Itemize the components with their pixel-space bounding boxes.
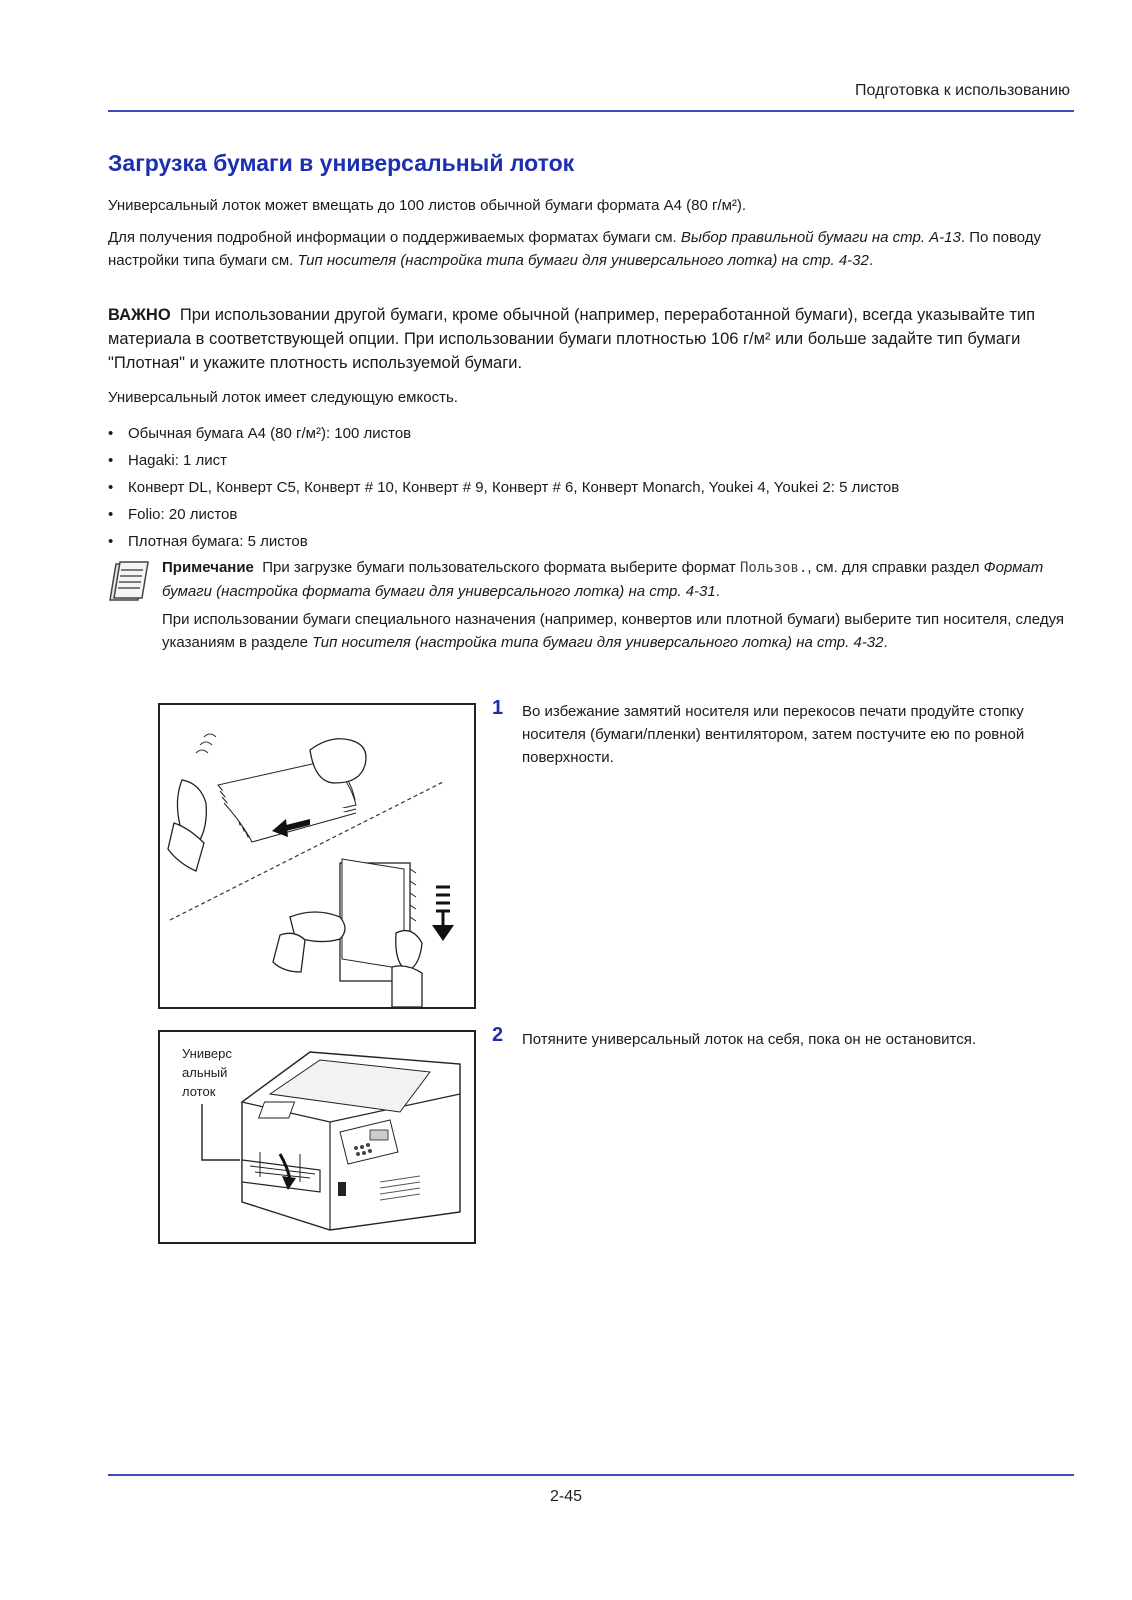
footer-rule (108, 1474, 1074, 1476)
bullet-icon: • (108, 533, 114, 550)
link-media-type-2[interactable]: Тип носителя (настройка типа бумаги для универсального лотка) на стр. 4-32 (312, 634, 884, 651)
note-paragraph-2 (162, 608, 1070, 654)
list-item-text: Плотная бумага: 5 листов (128, 533, 308, 550)
step-number-1: 1 (492, 697, 504, 719)
intro-text: . По поводу настройки типа бумаги см. (108, 229, 1042, 269)
note-text: . (715, 583, 720, 600)
figure-printer-tray (158, 1030, 476, 1244)
note-icon (108, 560, 150, 604)
step-text-1: Во избежание замятий носителя или перекосов печати продуйте стопку носителя (бумаги/пленки) вентилятором, затем постучите ею по ровной поверхности. (522, 703, 1025, 766)
figure-fan-paper (158, 703, 476, 1009)
note-text: При использовании бумаги специального назначения (например, конвертов или плотной бумаги) выберите тип носителя, следуя указаниям в разделе (162, 611, 1065, 651)
list-item (108, 420, 1078, 447)
list-item (108, 447, 1078, 474)
list-item-text: Обычная бумага A4 (80 г/м²): 100 листов (128, 425, 412, 442)
bullet-icon: • (108, 425, 114, 442)
page-number: 2-45 (549, 1488, 583, 1505)
header-rule (108, 110, 1074, 112)
list-item (108, 474, 1078, 501)
list-item-text: Hagaki: 1 лист (128, 452, 228, 469)
link-paper-selection[interactable]: Выбор правильной бумаги на стр. A-13 (680, 229, 961, 246)
step-text-2: Потяните универсальный лоток на себя, пока он не остановится. (522, 1031, 977, 1048)
link-media-type[interactable]: Тип носителя (настройка типа бумаги для универсального лотка) на стр. 4-32 (297, 252, 869, 269)
tray-callout-label: Универс альный лоток (182, 1046, 232, 1099)
note-paragraph-1 (162, 556, 1070, 603)
page-title: Загрузка бумаги в универсальный лоток (108, 150, 575, 176)
bullet-icon: • (108, 452, 114, 469)
printer-illustration (160, 1032, 474, 1242)
link-paper-size[interactable]: Формат бумаги (настройка формата бумаги для универсального лотка) на стр. 4-31 (162, 559, 1044, 600)
capacity-intro: Универсальный лоток имеет следующую емкость. (108, 389, 458, 406)
list-item-text: Конверт DL, Конверт C5, Конверт # 10, Конверт # 9, Конверт # 6, Конверт Monarch, Youkei 4, Youkei 2: 5 листов (128, 479, 900, 496)
important-paragraph (108, 303, 1070, 375)
list-item-text: Folio: 20 листов (128, 506, 238, 523)
bullet-icon: • (108, 506, 114, 523)
fan-paper-illustration (160, 705, 474, 1007)
important-text: При использовании другой бумаги, кроме обычной (например, переработанной бумаги), всегда указывайте тип материала в соответствующей опции. При использовании бумаги плотностью 106 г/м² или больше задайте тип бумаги "Плотная" и укажите плотность используемой бумаги. (108, 306, 1036, 372)
intro-paragraph-1: Универсальный лоток может вмещать до 100 листов обычной бумаги формата A4 (80 г/м²). (108, 197, 747, 214)
capacity-list (108, 420, 1078, 555)
intro-text: . (868, 252, 874, 269)
bullet-icon: • (108, 479, 114, 496)
important-label: ВАЖНО (108, 306, 171, 324)
custom-size-code: Пользов. (739, 560, 808, 576)
note-text: При загрузке бумаги пользовательского формата выберите формат (262, 559, 740, 576)
list-item (108, 528, 1078, 555)
step-number-2: 2 (492, 1024, 504, 1046)
list-item (108, 501, 1078, 528)
intro-paragraph-2 (108, 226, 1070, 272)
running-header: Подготовка к использованию (855, 82, 1070, 99)
note-text: . (883, 634, 888, 651)
note-label: Примечание (162, 559, 254, 576)
intro-text: Для получения подробной информации о поддерживаемых форматах бумаги см. (108, 229, 681, 246)
note-text: , см. для справки раздел (807, 559, 984, 576)
